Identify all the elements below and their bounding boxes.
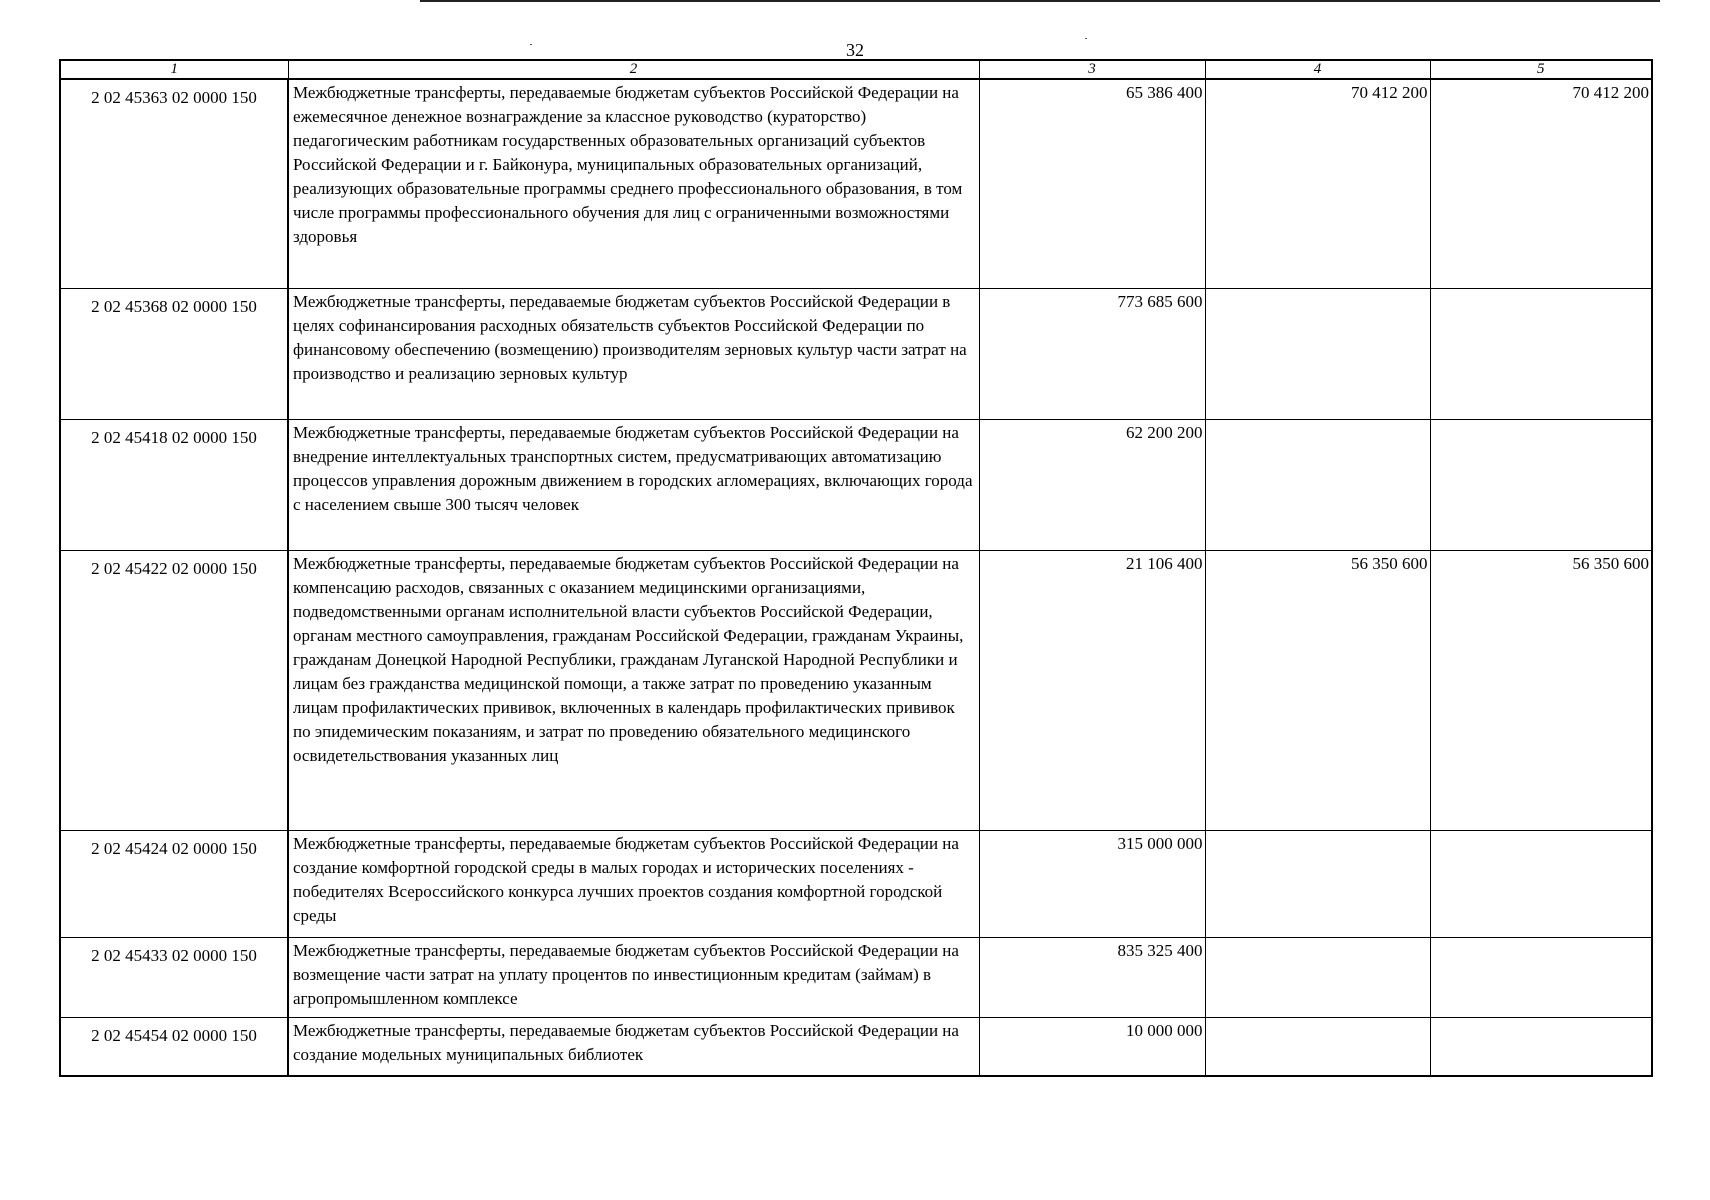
budget-code-cell: 2 02 45422 02 0000 150 — [60, 551, 288, 831]
budget-code-cell: 2 02 45433 02 0000 150 — [60, 938, 288, 1018]
description-cell: Межбюджетные трансферты, передаваемые бюджетам субъектов Российской Федерации на компенсацию расходов, связанных с оказанием медицинскими организациями, подведомственными органам исполнительной власти субъектов Российской Федерации, органам местного самоуправления, гражданам Российской Федерации, гражданам Украины, гражданам Донецкой Народной Республики, гражданам Луганской Народной Республики и лицам без гражданства медицинской помощи, а также затрат по проведению указанным лицам профилактических прививок, включенных в календарь профилактических прививок по эпидемическим показаниям, и затрат по проведению обязательного медицинского освидетельствования указанных лиц — [288, 551, 979, 831]
amount-col4-cell — [1205, 1018, 1430, 1077]
description-cell: Межбюджетные трансферты, передаваемые бюджетам субъектов Российской Федерации на возмещение части затрат на уплату процентов по инвестиционным кредитам (займам) в агропромышленном комплексе — [288, 938, 979, 1018]
table-row — [60, 79, 1652, 289]
amount-col5-cell — [1430, 1018, 1652, 1077]
amount-col3-cell: 62 200 200 — [979, 420, 1205, 551]
header-col-4: 4 — [1205, 60, 1430, 79]
table-row — [60, 551, 1652, 831]
page-number-text: 32 — [846, 40, 864, 60]
table-row — [60, 1018, 1652, 1077]
table-header-row — [60, 60, 1652, 79]
scan-edge-line — [420, 0, 1660, 2]
header-col-1: 1 — [60, 60, 288, 79]
description-cell: Межбюджетные трансферты, передаваемые бюджетам субъектов Российской Федерации на создание модельных муниципальных библиотек — [288, 1018, 979, 1077]
budget-code-cell: 2 02 45454 02 0000 150 — [60, 1018, 288, 1077]
description-cell: Межбюджетные трансферты, передаваемые бюджетам субъектов Российской Федерации на создание комфортной городской среды в малых городах и исторических поселениях - победителях Всероссийского конкурса лучших проектов создания комфортной городской среды — [288, 831, 979, 938]
table-row — [60, 420, 1652, 551]
amount-col4-cell: 70 412 200 — [1205, 79, 1430, 289]
description-cell: Межбюджетные трансферты, передаваемые бюджетам субъектов Российской Федерации в целях софинансирования расходных обязательств субъектов Российской Федерации по финансовому обеспечению (возмещению) производителям зерновых культур части затрат на производство и реализацию зерновых культур — [288, 289, 979, 420]
amount-col4-cell: 56 350 600 — [1205, 551, 1430, 831]
amount-col5-cell — [1430, 938, 1652, 1018]
amount-col5-cell — [1430, 289, 1652, 420]
amount-col5-cell: 70 412 200 — [1430, 79, 1652, 289]
description-cell: Межбюджетные трансферты, передаваемые бюджетам субъектов Российской Федерации на ежемесячное денежное вознаграждение за классное руководство (кураторство) педагогическим работникам государственных образовательных организаций субъектов Российской Федерации и г. Байконура, муниципальных образовательных организаций, реализующих образовательные программы среднего профессионального образования, в том числе программы профессионального обучения для лиц с ограниченными возможностями здоровья — [288, 79, 979, 289]
amount-col3-cell: 773 685 600 — [979, 289, 1205, 420]
amount-col3-cell: 21 106 400 — [979, 551, 1205, 831]
header-col-3: 3 — [979, 60, 1205, 79]
amount-col5-cell — [1430, 831, 1652, 938]
budget-code-cell: 2 02 45418 02 0000 150 — [60, 420, 288, 551]
table-row — [60, 289, 1652, 420]
amount-col4-cell — [1205, 938, 1430, 1018]
amount-col3-cell: 10 000 000 — [979, 1018, 1205, 1077]
table-row — [60, 938, 1652, 1018]
description-cell: Межбюджетные трансферты, передаваемые бюджетам субъектов Российской Федерации на внедрение интеллектуальных транспортных систем, предусматривающих автоматизацию процессов управления дорожным движением в городских агломерациях, включающих города с населением свыше 300 тысяч человек — [288, 420, 979, 551]
amount-col4-cell — [1205, 289, 1430, 420]
budget-table — [59, 59, 1653, 1077]
amount-col4-cell — [1205, 831, 1430, 938]
amount-col3-cell: 315 000 000 — [979, 831, 1205, 938]
amount-col3-cell: 65 386 400 — [979, 79, 1205, 289]
budget-code-cell: 2 02 45424 02 0000 150 — [60, 831, 288, 938]
amount-col4-cell — [1205, 420, 1430, 551]
header-col-5: 5 — [1430, 60, 1652, 79]
budget-code-cell: 2 02 45363 02 0000 150 — [60, 79, 288, 289]
header-col-2: 2 — [288, 60, 979, 79]
amount-col5-cell — [1430, 420, 1652, 551]
table-row — [60, 831, 1652, 938]
amount-col3-cell: 835 325 400 — [979, 938, 1205, 1018]
budget-code-cell: 2 02 45368 02 0000 150 — [60, 289, 288, 420]
amount-col5-cell: 56 350 600 — [1430, 551, 1652, 831]
scan-speck — [1085, 38, 1087, 39]
page-number — [0, 40, 1710, 61]
